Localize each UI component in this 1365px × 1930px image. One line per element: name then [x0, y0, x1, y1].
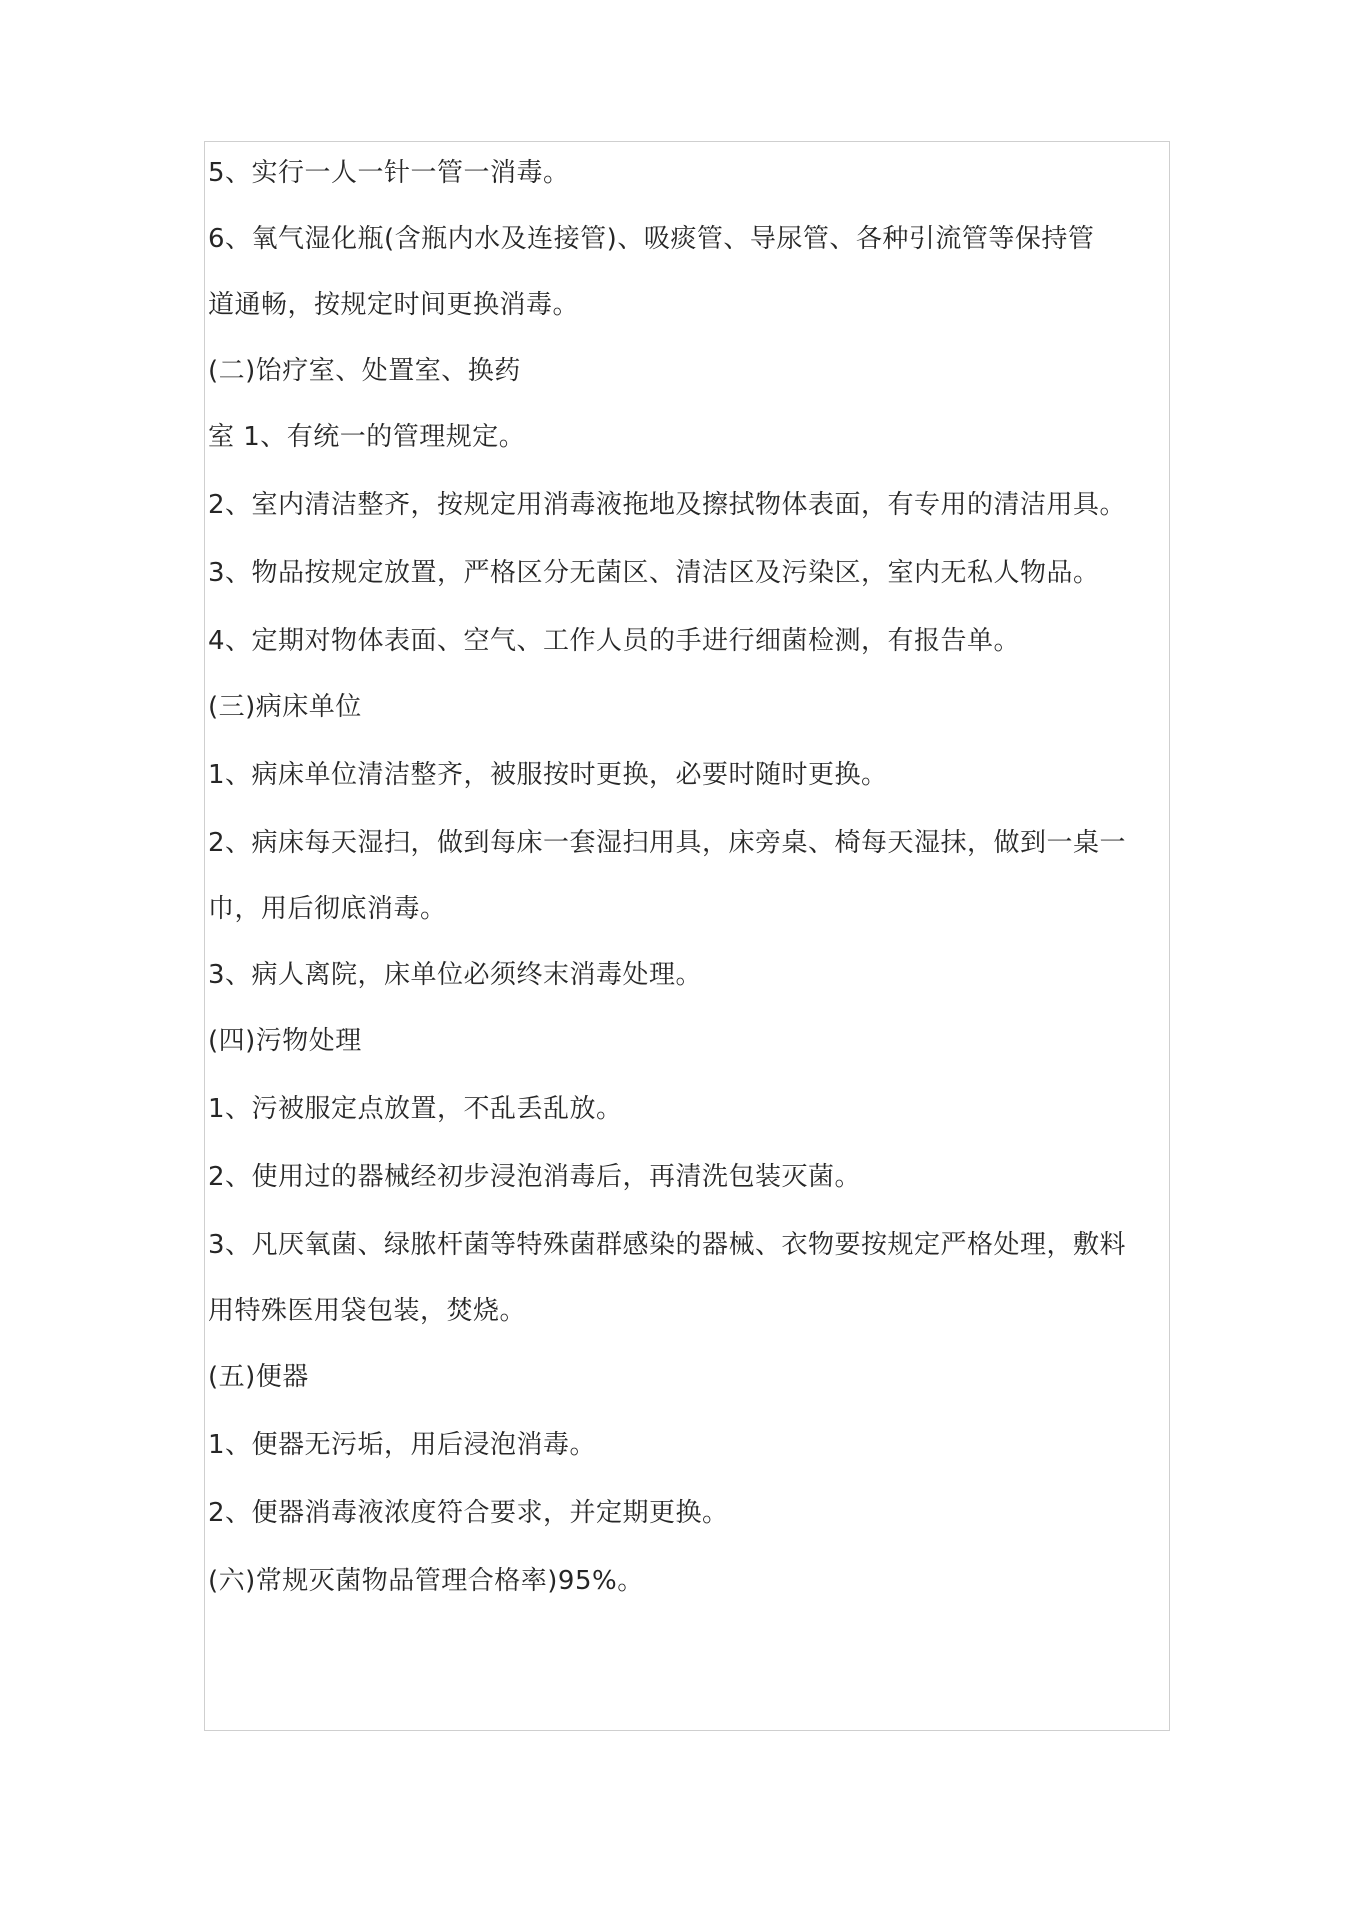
section-heading: (四)污物处理	[208, 1026, 362, 1056]
section-heading: (六)常规灭菌物品管理合格率)95%。	[208, 1566, 644, 1596]
text-line: 2、病床每天湿扫，做到每床一套湿扫用具，床旁桌、椅每天湿抹，做到一桌一	[208, 828, 1127, 858]
text-line: 4、定期对物体表面、空气、工作人员的手进行细菌检测，有报告单。	[208, 626, 1021, 656]
text-line: 2、室内清洁整齐，按规定用消毒液拖地及擦拭物体表面，有专用的清洁用具。	[208, 490, 1127, 520]
text-line: 3、物品按规定放置，严格区分无菌区、清洁区及污染区，室内无私人物品。	[208, 558, 1100, 588]
text-line: 3、病人离院，床单位必须终末消毒处理。	[208, 960, 703, 990]
text-line: 2、使用过的器械经初步浸泡消毒后，再清洗包装灭菌。	[208, 1162, 862, 1192]
text-line: 5、实行一人一针一管一消毒。	[208, 158, 570, 188]
text-line: 巾，用后彻底消毒。	[208, 894, 447, 924]
text-line: 室 1、有统一的管理规定。	[208, 422, 526, 452]
text-line: 1、便器无污垢，用后浸泡消毒。	[208, 1430, 597, 1460]
section-heading: (五)便器	[208, 1362, 309, 1392]
text-line: 1、污被服定点放置，不乱丢乱放。	[208, 1094, 623, 1124]
text-line: 用特殊医用袋包装，焚烧。	[208, 1296, 527, 1326]
text-line: 1、病床单位清洁整齐，被服按时更换，必要时随时更换。	[208, 760, 888, 790]
section-heading: (二)饴疗室、处置室、换药	[208, 356, 521, 386]
section-heading: (三)病床单位	[208, 692, 362, 722]
text-line: 2、便器消毒液浓度符合要求，并定期更换。	[208, 1498, 729, 1528]
text-line: 6、氧气湿化瓶(含瓶内水及连接管)、吸痰管、导尿管、各种引流管等保持管	[208, 224, 1095, 254]
text-line: 道通畅，按规定时间更换消毒。	[208, 290, 580, 320]
text-line: 3、凡厌氧菌、绿脓杆菌等特殊菌群感染的器械、衣物要按规定严格处理，敷料	[208, 1230, 1127, 1260]
